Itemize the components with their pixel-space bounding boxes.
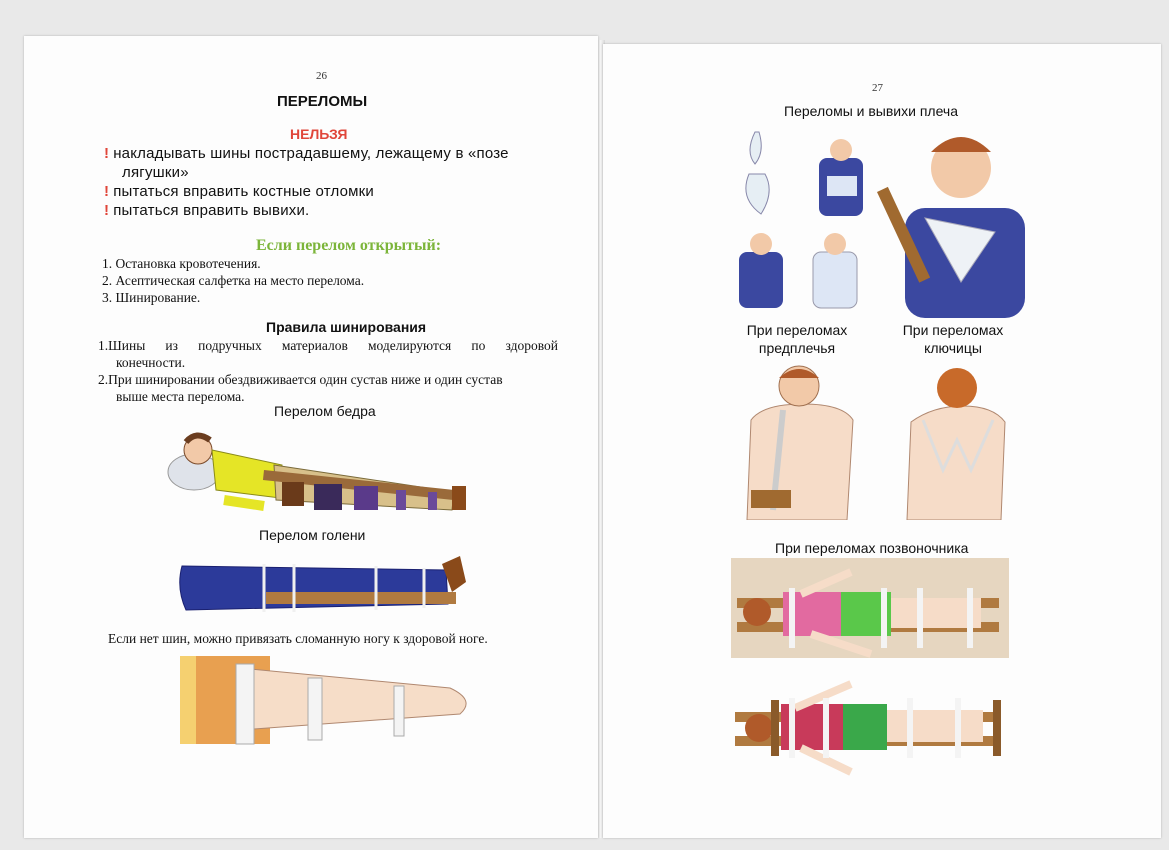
- rule-item: 2.При шинировании обездвиживается один сустав ниже и один сустав: [98, 372, 503, 387]
- warning-mark: !: [104, 202, 110, 219]
- splint-rules-list: [98, 337, 558, 405]
- left-page: [24, 36, 598, 838]
- forbidden-item: [104, 201, 564, 220]
- forbidden-item-text: пытаться вправить костные отломки: [113, 183, 374, 200]
- warning-mark: !: [104, 145, 110, 162]
- open-fracture-steps: [102, 255, 542, 306]
- step-item: 3. Шинирование.: [102, 290, 201, 305]
- spine-caption: При переломах позвоночника: [775, 540, 969, 556]
- forearm-clavicle-illustration: [743, 360, 1013, 520]
- legs-tied-illustration: [180, 648, 480, 748]
- page-number-right: 27: [872, 82, 883, 94]
- rule-item-cont: конечности.: [116, 355, 186, 370]
- forearm-caption: [737, 321, 857, 357]
- right-page: [603, 44, 1161, 838]
- shoulder-caption: Переломы и вывихи плеча: [784, 103, 958, 119]
- step-item: 2. Асептическая салфетка на место перелома.: [102, 273, 365, 288]
- forbidden-heading: НЕЛЬЗЯ: [290, 126, 348, 142]
- page-title: ПЕРЕЛОМЫ: [277, 93, 368, 110]
- clavicle-caption-line: ключицы: [924, 340, 982, 356]
- warning-mark: !: [104, 183, 110, 200]
- forbidden-list: [104, 144, 564, 220]
- spine-illustration: [731, 558, 1009, 780]
- rule-item-cont: выше места перелома.: [116, 389, 245, 404]
- shin-caption: Перелом голени: [259, 527, 366, 543]
- forearm-caption-line: При переломах: [746, 322, 848, 338]
- forbidden-item-text-cont: лягушки»: [122, 164, 189, 181]
- open-fracture-heading: Если перелом открытый:: [256, 237, 442, 254]
- forearm-caption-line: предплечья: [758, 340, 836, 356]
- rule-item: 1.Шины из подручных материалов моделируются по здоровой: [98, 338, 558, 353]
- forbidden-item-text: пытаться вправить вывихи.: [113, 202, 310, 219]
- step-item: 1. Остановка кровотечения.: [102, 256, 261, 271]
- forbidden-item-text: накладывать шины пострадавшему, лежащему в «позе: [113, 145, 509, 162]
- clavicle-caption: [893, 321, 1013, 357]
- shoulder-illustration: [735, 122, 1035, 318]
- page-number-left: 26: [316, 70, 327, 82]
- shin-fracture-illustration: [176, 552, 476, 622]
- no-splint-note: Если нет шин, можно привязать сломанную ногу к здоровой ноге.: [108, 631, 488, 646]
- hip-caption: Перелом бедра: [274, 403, 376, 419]
- forbidden-item: [104, 144, 564, 163]
- hip-fracture-illustration: [164, 420, 474, 520]
- clavicle-caption-line: При переломах: [902, 322, 1004, 338]
- splint-rules-heading: Правила шинирования: [266, 319, 427, 335]
- forbidden-item: [104, 182, 564, 201]
